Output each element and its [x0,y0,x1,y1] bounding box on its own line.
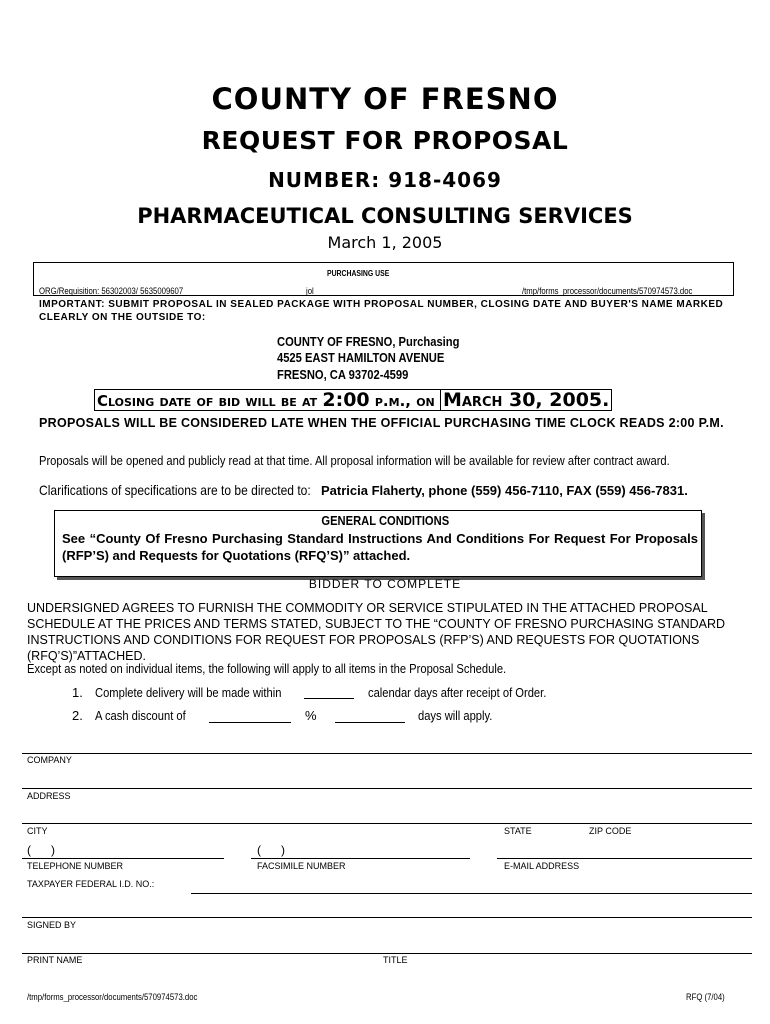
late-notice: PROPOSALS WILL BE CONSIDERED LATE WHEN THE OFFICIAL PURCHASING TIME CLOCK READS 2:00 P.M. [39,416,724,430]
bidder-heading: BIDDER TO COMPLETE [308,577,462,591]
org-requisition: ORG/Requisition: 56302003/ 5635009607 [39,286,184,296]
print-name-line[interactable] [22,953,752,954]
signed-by-label: SIGNED BY [27,920,77,930]
buyer-initials: jol [306,286,314,296]
city-line[interactable] [22,823,752,824]
rfp-subject: PHARMACEUTICAL CONSULTING SERVICES [137,204,633,228]
clarifications [39,482,688,500]
county-title: COUNTY OF FRESNO [211,82,559,116]
delivery-days-field[interactable] [304,698,354,699]
footer-form-id: RFQ (7/04) [686,992,725,1002]
fax-area-code: ( ) [257,843,285,857]
purchasing-file-path: /tmp/forms_processor/documents/570974573.doc [522,286,693,296]
taxpayer-id-line[interactable] [191,893,752,894]
email-label: E-MAIL ADDRESS [504,861,580,871]
item-2-suffix: days will apply. [418,708,493,723]
address-line-2: 4525 EAST HAMILTON AVENUE [277,350,445,365]
opened-notice: Proposals will be opened and publicly read at that time. All proposal information will be available for review after contract award. [39,453,670,468]
clarifications-prefix: Clarifications of specifications are to be directed to: [39,482,311,498]
except-note: Except as noted on individual items, the following will apply to all items in the Proposal Schedule. [27,661,507,676]
telephone-label: TELEPHONE NUMBER [27,861,124,871]
item-1-number: 1. [72,685,83,700]
rfp-number: NUMBER: 918-4069 [268,168,502,192]
purchasing-use-label: PURCHASING USE [327,269,390,278]
closing-time: 2:00 [322,389,370,411]
general-conditions-body: See “County Of Fresno Purchasing Standard Instructions And Conditions For Request For Proposals (RFP’S) and Requests for Quotations (RFQ’S)” attached. [62,531,698,563]
item-1-suffix: calendar days after receipt of Order. [368,685,547,700]
clarifications-contact: Patricia Flaherty, phone (559) 456-7110, FAX (559) 456-7831. [321,483,688,498]
closing-date: March 30, 2005. [440,389,609,411]
general-conditions-title: GENERAL CONDITIONS [321,513,449,528]
telephone-line[interactable] [22,858,224,859]
city-label: CITY [27,826,48,836]
closing-date-banner [94,389,612,411]
zip-label: ZIP CODE [589,826,632,836]
important-notice: IMPORTANT: SUBMIT PROPOSAL IN SEALED PACKAGE WITH PROPOSAL NUMBER, CLOSING DATE AND BUYER'S NAME MARKED CLEARLY ON THE OUTSIDE TO: [39,299,724,323]
footer-file-path: /tmp/forms_processor/documents/570974573.doc [27,992,198,1002]
address-label: ADDRESS [27,791,71,801]
item-1-text: Complete delivery will be made within [95,685,282,700]
doc-type-title: REQUEST FOR PROPOSAL [201,126,569,155]
closing-prefix: Closing date of bid will be at [97,392,323,410]
company-label: COMPANY [27,755,72,765]
state-label: STATE [504,826,532,836]
phone-area-code: ( ) [27,843,55,857]
item-2-number: 2. [72,708,83,723]
undersigned-statement: UNDERSIGNED AGREES TO FURNISH THE COMMODITY OR SERVICE STIPULATED IN THE ATTACHED PROPOSAL SCHEDULE AT THE PRICES AND TERMS STATED, SUBJECT TO THE “COUNTY OF FRESNO PURCHASING STANDARD INSTRUCTIONS AND CONDITIONS FOR REQUEST FOR PROPOSALS (RFP’S) AND REQUESTS FOR QUOTATIONS (RFQ’S)”ATTACHED. [27,601,726,663]
company-line[interactable] [22,753,752,754]
closing-pm-on: p.m., on [369,392,440,410]
email-line[interactable] [497,858,752,859]
item-2-text: A cash discount of [95,708,186,723]
issue-date: March 1, 2005 [327,233,443,252]
print-name-label: PRINT NAME [27,955,83,965]
percent-sign: % [305,708,317,723]
address-line[interactable] [22,788,752,789]
taxpayer-id-label: TAXPAYER FEDERAL I.D. NO.: [27,879,155,889]
title-label: TITLE [383,955,408,965]
signed-by-line[interactable] [22,917,752,918]
facsimile-line[interactable] [251,858,470,859]
address-line-1: COUNTY OF FRESNO, Purchasing [277,334,460,349]
facsimile-label: FACSIMILE NUMBER [257,861,346,871]
address-line-3: FRESNO, CA 93702-4599 [277,367,409,382]
cash-discount-field[interactable] [209,722,291,723]
discount-days-field[interactable] [335,722,405,723]
